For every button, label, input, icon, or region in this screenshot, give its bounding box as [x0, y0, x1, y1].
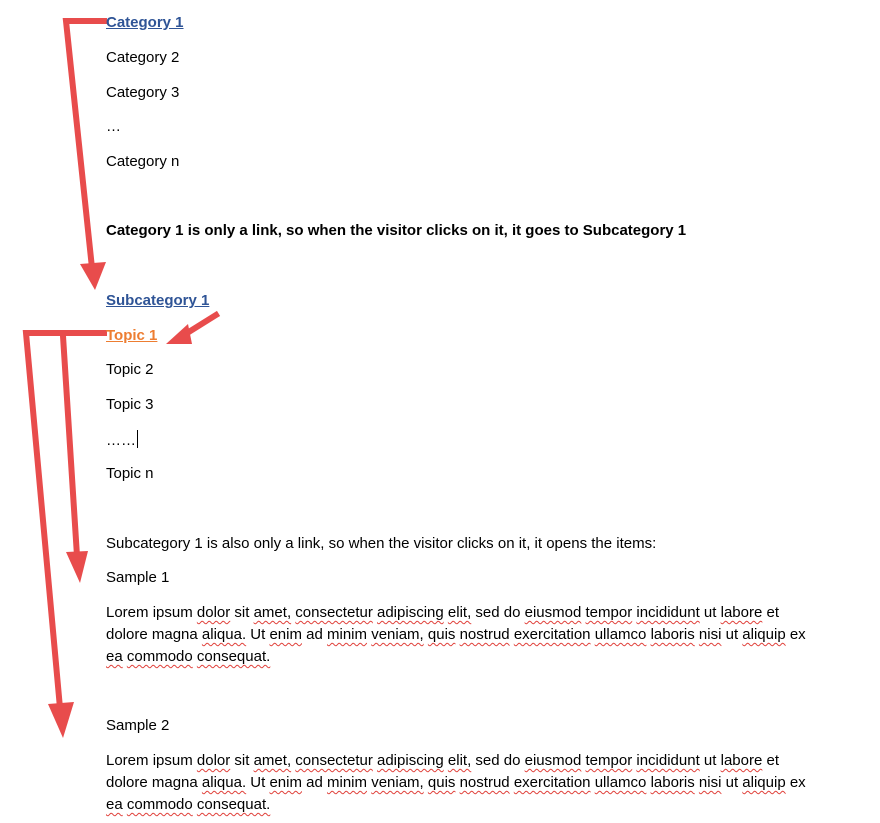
- topic-1-link[interactable]: Topic 1: [106, 327, 158, 344]
- text-cursor: [137, 430, 138, 448]
- sample-1-text: Lorem ipsum dolor sit amet, consectetur adipiscing elit, sed do eiusmod tempor incididunt ut labore et dolore magna aliqua. Ut enim ad minim veniam, quis nostrud exercitation ullamco laboris nisi ut aliquip ex ea commodo consequat.: [106, 604, 806, 665]
- category-1-link[interactable]: Category 1: [106, 14, 184, 31]
- category-ellipsis: …: [106, 118, 121, 135]
- topic-2: Topic 2: [106, 361, 154, 378]
- topic-ellipsis-line[interactable]: [106, 430, 138, 450]
- topic-n: Topic n: [106, 465, 154, 482]
- category-n: Category n: [106, 153, 180, 170]
- arrow-category-to-subcategory: [66, 21, 104, 268]
- category-2: Category 2: [106, 49, 180, 66]
- arrow-subcategory-to-sample2: [26, 333, 104, 708]
- topic-ellipsis: ……: [106, 432, 136, 449]
- arrow-pointing-topic1: [184, 315, 216, 335]
- topic-3: Topic 3: [106, 396, 154, 413]
- arrow-subcategory-to-sample1: [63, 336, 77, 556]
- category-3: Category 3: [106, 84, 180, 101]
- sample-2-title: Sample 2: [106, 717, 170, 734]
- sample-2-text: Lorem ipsum dolor sit amet, consectetur adipiscing elit, sed do eiusmod tempor incididunt ut labore et dolore magna aliqua. Ut enim ad minim veniam, quis nostrud exercitation ullamco laboris nisi ut aliquip ex ea commodo consequat.: [106, 752, 806, 813]
- sample-1-title: Sample 1: [106, 569, 170, 586]
- note-subcategory-link: Subcategory 1 is also only a link, so when the visitor clicks on it, it opens the items:: [106, 535, 657, 552]
- note-category-link: Category 1 is only a link, so when the visitor clicks on it, it goes to Subcategory 1: [106, 222, 687, 239]
- subcategory-1-link[interactable]: Subcategory 1: [106, 292, 210, 309]
